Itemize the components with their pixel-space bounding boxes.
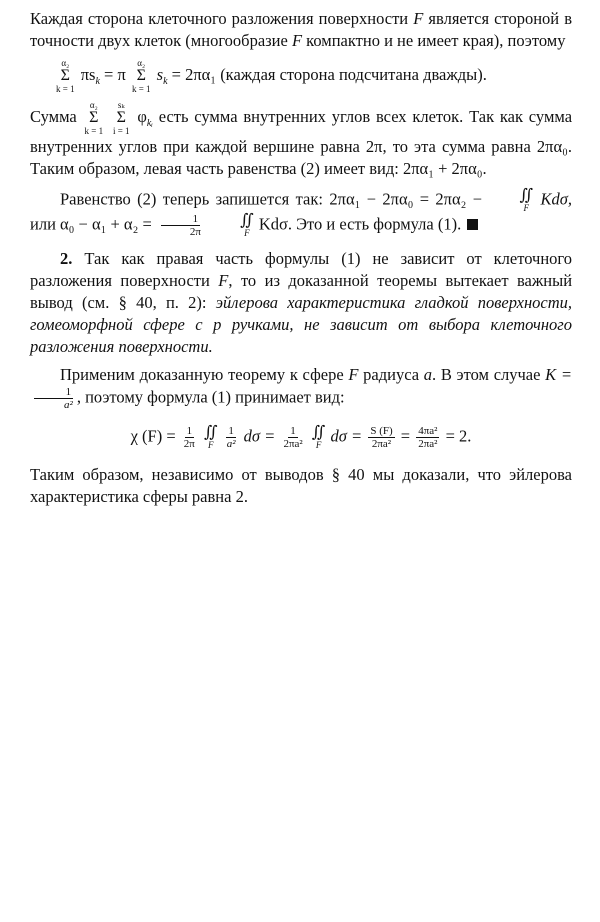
sum-symbol: α₂ Σ k = 1 [84,100,104,136]
fraction: $\frac{1}{2\pi}$ [183,425,195,450]
sum-symbol: sₖ Σ i = 1 [112,100,130,136]
fraction: $\frac{1}{2\pi}$ [158,213,203,238]
equation-1: α₂ Σ k = 1 $\pi s_k = \pi$ α₂ Σ k = 1 $s_k = 2\pi\alpha_1$ (каждая сторона подсчитана дважды). [56,58,487,94]
paragraph-1: Каждая сторона клеточного разложения поверхности F является стороной в точности двух клеток (многообразие F компактно и не имеет края), поэтому [30,9,572,50]
equation-2: χ (F) = $\frac{1}{2\pi}$ ∬ F $\frac{1}{\text{a²}}$ dσ = $\frac{1}{\text{2πa²}}$ ∬ F dσ = $\frac{S (F)}{\text{2πa²}}$ = $\frac{\text{4πa²}}{\text{2πa²}}$ = 2. [130,424,472,450]
paragraph-6: Таким образом, независимо от выводов § 40 мы доказали, что эйлерова характеристика сферы равна 2. [30,465,572,506]
paragraph-5: Применим доказанную теорему к сфере F радиуса a. В этом случае K = $\frac{1}{\text{a²}}$ , поэтому формула (1) принимает вид: [30,364,572,411]
double-integral: ∬ F [311,424,326,450]
double-integral: ∬ F [203,424,218,450]
double-integral: ∬ F [519,187,534,213]
fraction: $\frac{S (F)}{\text{2πa²}}$ [370,425,393,450]
double-integral: ∬ F [240,212,254,238]
end-of-proof-icon [467,219,478,230]
sum-symbol: α₂ Σ k = 1 [56,58,75,94]
fraction: $\frac{1}{\text{a²}}$ [32,386,75,411]
sum-symbol: α₂ Σ k = 1 [131,58,151,94]
paragraph-2: Сумма α₂ Σ k = 1 sₖ Σ i = 1 $\varphi_{kᵢ}$ есть сумма внутренних углов всех клеток. Так как сумма внутренних углов при каждой вершине равна 2π, то эта сумма равна 2πα₀. Таким образом, левая часть равенства (2) имеет вид: 2πα₁ + 2πα₀. [30,100,573,178]
paragraph-4: 2. Так как правая часть формулы (1) не зависит от клеточного разложения поверхности F, то из доказанной теоремы вытекает важный вывод (см. § 40, п. 2): эйлерова характеристика гладкой поверхности, гомеоморфной сфере с p ручками, не зависит от выбора клеточного разложения поверхности. [30,249,573,356]
paragraph-3: Равенство (2) теперь запишется так: 2πα₁ − 2πα₀ = 2πα₂ − ∬ F Kdσ, или α₀ − α₁ + α₂ = $\frac{1}{2\pi}$ ∬ F Kdσ. Это и есть формула (1). [30,187,572,238]
fraction: $\frac{1}{\text{2πa²}}$ [283,425,303,450]
fraction: $\frac{1}{\text{a²}}$ [226,425,236,450]
fraction: $\frac{\text{4πa²}}{\text{2πa²}}$ [418,425,438,450]
page-text [30,8,572,508]
